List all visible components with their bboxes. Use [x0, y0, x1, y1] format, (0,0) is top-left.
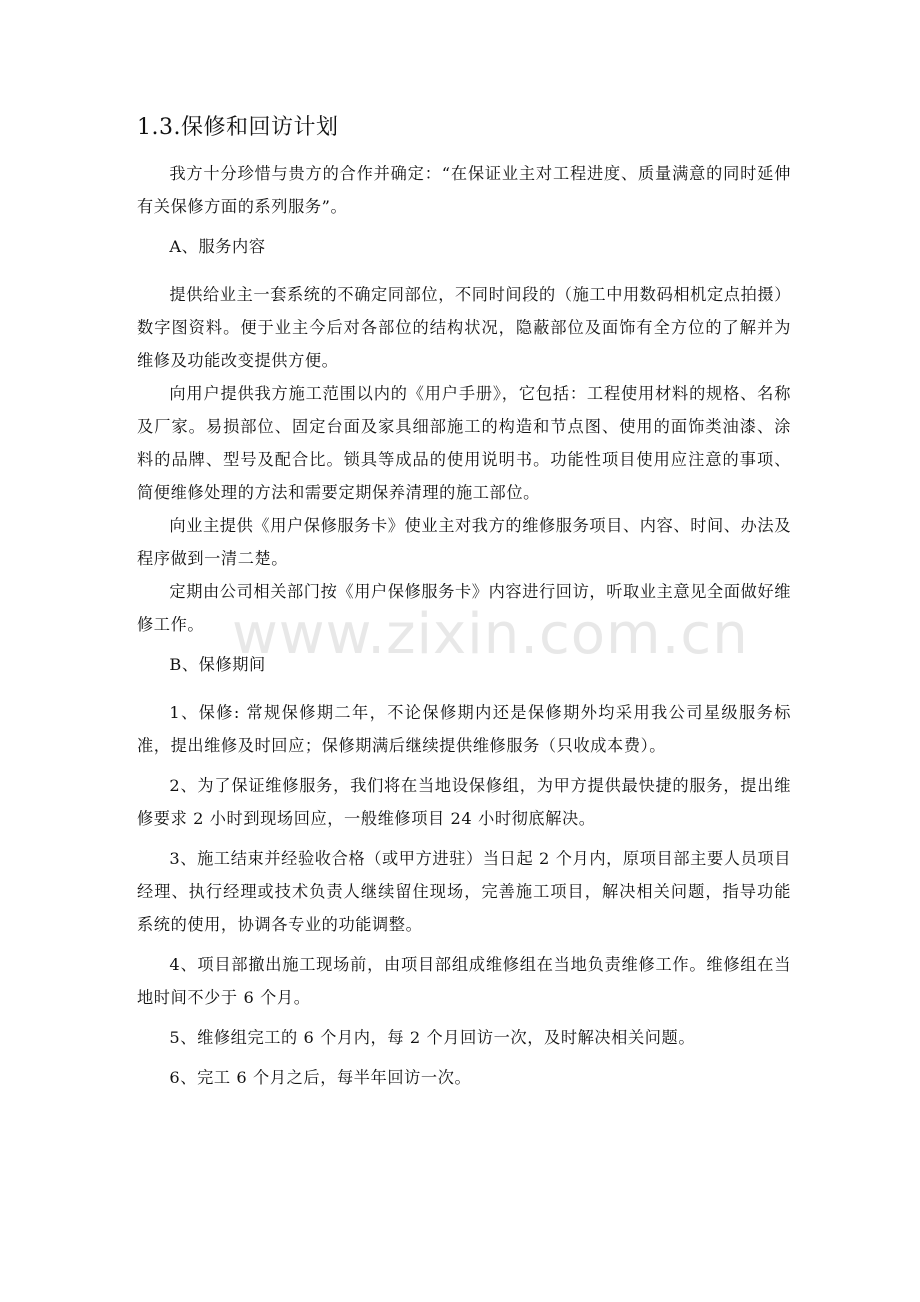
section-a-title: A、服务内容: [169, 237, 266, 256]
document-body: [137, 157, 791, 1094]
section-b-item-3: 3、施工结束并经验收合格（或甲方进驻）当日起 2 个月内，原项目部主要人员项目经理、执行经理或技术负责人继续留住现场，完善施工项目，解决相关问题，指导功能系统的使用，协调各专业的功能调整。: [137, 849, 791, 934]
section-a-paragraph-4: 定期由公司相关部门按《用户保修服务卡》内容进行回访，听取业主意见全面做好维修工作。: [137, 582, 791, 634]
section-a-paragraph-2: 向用户提供我方施工范围以内的《用户手册》，它包括：工程使用材料的规格、名称及厂家。易损部位、固定台面及家具细部施工的构造和节点图、使用的面饰类油漆、涂料的品牌、型号及配合比。锁具等成品的使用说明书。功能性项目使用应注意的事项、简便维修处理的方法和需要定期保养清理的施工部位。: [137, 384, 791, 502]
section-b-item-2: 2、为了保证维修服务，我们将在当地设保修组，为甲方提供最快捷的服务，提出维修要求 2 小时到现场回应，一般维修项目 24 小时彻底解决。: [137, 776, 791, 828]
section-b-item-6: 6、完工 6 个月之后，每半年回访一次。: [169, 1068, 472, 1087]
watermark-text: www.zixin.com.cn: [232, 602, 749, 667]
section-b-item-4: 4、项目部撤出施工现场前，由项目部组成维修组在当地负责维修工作。维修组在当地时间不少于 6 个月。: [137, 955, 791, 1007]
intro-paragraph: 我方十分珍惜与贵方的合作并确定：“在保证业主对工程进度、质量满意的同时延伸有关保修方面的系列服务”。: [137, 164, 791, 216]
section-b-title: B、保修期间: [169, 655, 266, 674]
section-a-paragraph-1: 提供给业主一套系统的不确定同部位，不同时间段的（施工中用数码相机定点拍摄）数字图资料。便于业主今后对各部位的结构状况，隐蔽部位及面饰有全方位的了解并为维修及功能改变提供方便。: [137, 285, 791, 370]
section-b-item-5: 5、维修组完工的 6 个月内，每 2 个月回访一次，及时解决相关问题。: [169, 1028, 696, 1047]
section-a-paragraph-3: 向业主提供《用户保修服务卡》使业主对我方的维修服务项目、内容、时间、办法及程序做到一清二楚。: [137, 516, 791, 568]
section-heading: 1.3.保修和回访计划: [137, 115, 339, 140]
section-b-item-1: 1、保修: 常规保修期二年，不论保修期内还是保修期外均采用我公司星级服务标准，提出维修及时回应；保修期满后继续提供维修服务（只收成本费）。: [137, 703, 791, 755]
